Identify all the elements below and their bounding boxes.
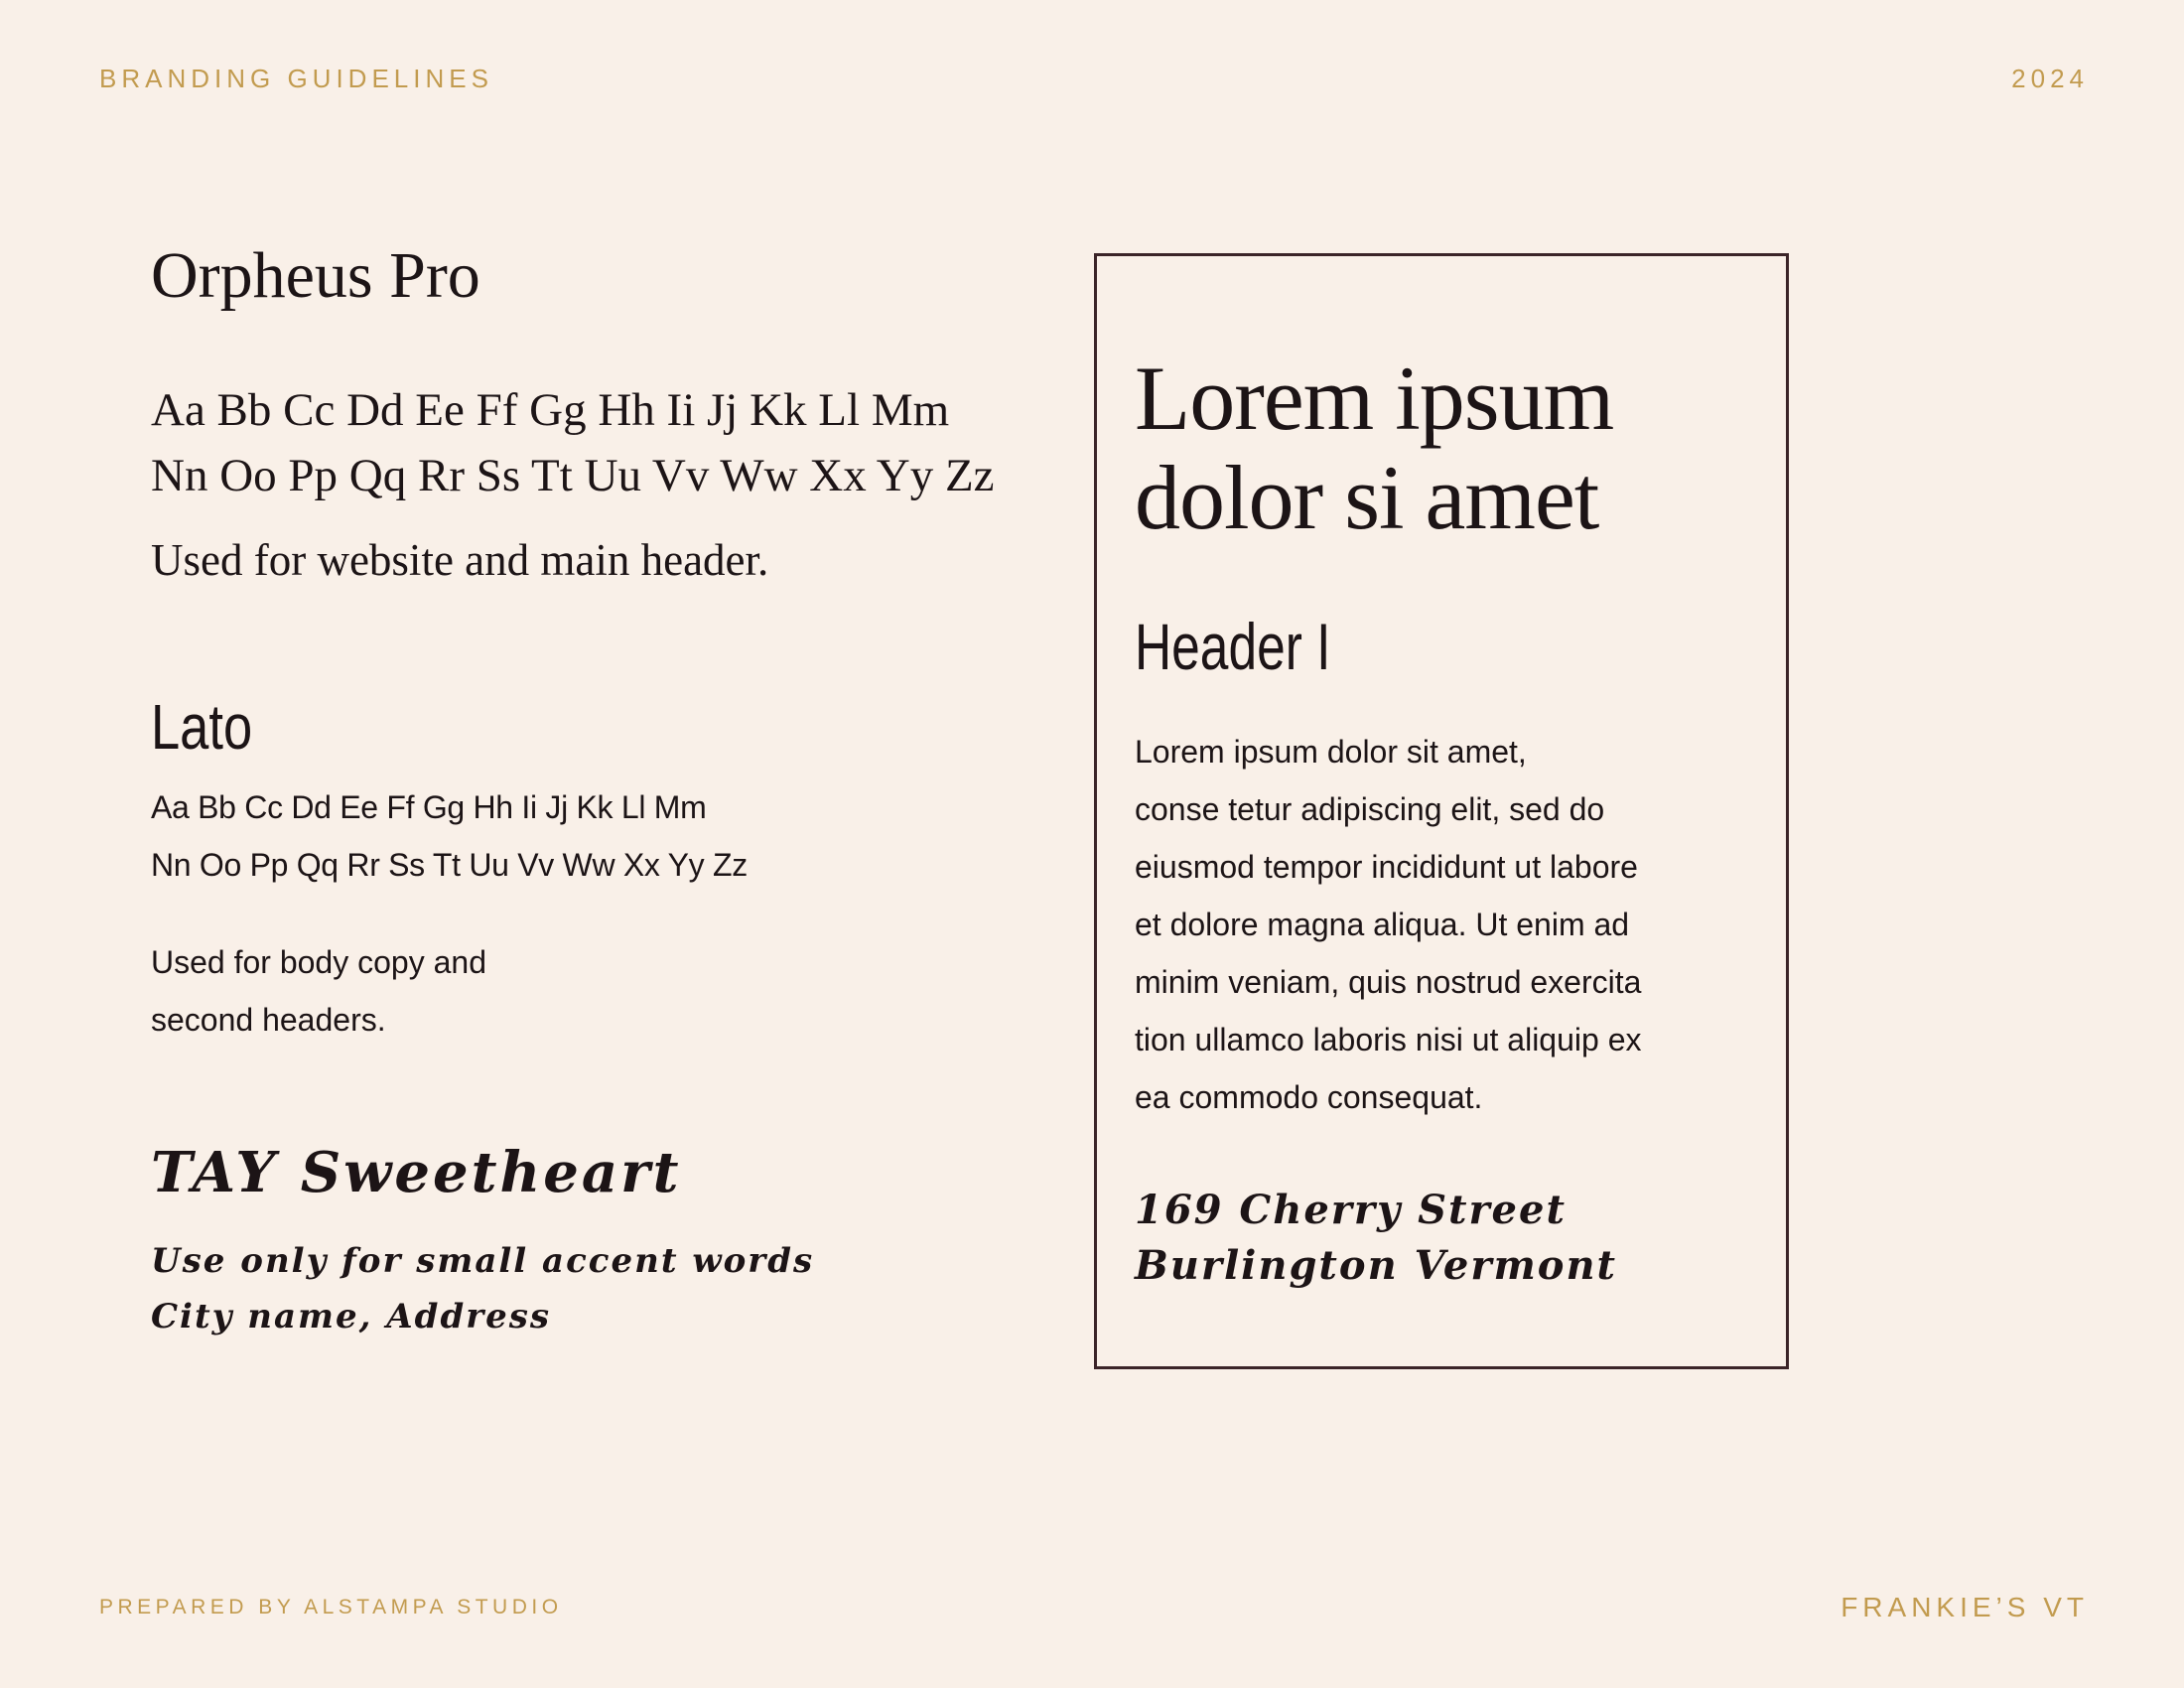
heading-line: Lorem ipsum bbox=[1135, 348, 1614, 449]
alphabet-line: Nn Oo Pp Qq Rr Ss Tt Uu Vv Ww Xx Yy Zz bbox=[151, 450, 995, 501]
orpheus-font-name: Orpheus Pro bbox=[151, 239, 480, 312]
alphabet-line: Nn Oo Pp Qq Rr Ss Tt Uu Vv Ww Xx Yy Zz bbox=[151, 847, 748, 883]
usage-line: Use only for small accent words bbox=[151, 1241, 815, 1281]
usage-line: Used for body copy and bbox=[151, 944, 486, 980]
sample-second-header: Header I bbox=[1135, 610, 1331, 683]
alphabet-line: Aa Bb Cc Dd Ee Ff Gg Hh Ii Jj Kk Ll Mm bbox=[151, 789, 707, 825]
body-line: eiusmod tempor incididunt ut labore bbox=[1135, 849, 1638, 885]
document-year: 2024 bbox=[2011, 64, 2089, 93]
body-line: minim veniam, quis nostrud exercita bbox=[1135, 964, 1642, 1000]
typography-sample-box bbox=[1094, 253, 1789, 1369]
alphabet-line: Aa Bb Cc Dd Ee Ff Gg Hh Ii Jj Kk Ll Mm bbox=[151, 384, 950, 436]
body-line: Lorem ipsum dolor sit amet, bbox=[1135, 734, 1527, 770]
body-line: ea commodo consequat. bbox=[1135, 1079, 1483, 1115]
lato-alphabet-sample bbox=[151, 778, 748, 894]
lato-usage-note bbox=[151, 933, 486, 1049]
sample-body-copy bbox=[1135, 723, 1641, 1126]
address-line: 169 Cherry Street bbox=[1135, 1187, 1567, 1233]
orpheus-usage-note: Used for website and main header. bbox=[151, 535, 769, 585]
tay-font-name: TAY Sweetheart bbox=[151, 1140, 682, 1205]
tay-usage-note bbox=[151, 1233, 814, 1344]
sample-address bbox=[1135, 1183, 1617, 1294]
prepared-by-credit: PREPARED BY ALSTAMPA STUDIO bbox=[99, 1596, 563, 1618]
body-line: tion ullamco laboris nisi ut aliquip ex bbox=[1135, 1022, 1642, 1057]
orpheus-alphabet-sample bbox=[151, 377, 995, 508]
body-line: conse tetur adipiscing elit, sed do bbox=[1135, 791, 1605, 827]
heading-line: dolor si amet bbox=[1135, 447, 1599, 548]
usage-line: City name, Address bbox=[151, 1297, 552, 1336]
address-line: Burlington Vermont bbox=[1135, 1242, 1618, 1289]
usage-line: second headers. bbox=[151, 1002, 386, 1038]
document-title: BRANDING GUIDELINES bbox=[99, 64, 493, 93]
brand-name: FRANKIE’S VT bbox=[1841, 1592, 2089, 1622]
lato-font-name: Lato bbox=[151, 691, 253, 763]
body-line: et dolore magna aliqua. Ut enim ad bbox=[1135, 907, 1630, 942]
sample-main-heading bbox=[1135, 349, 1613, 547]
